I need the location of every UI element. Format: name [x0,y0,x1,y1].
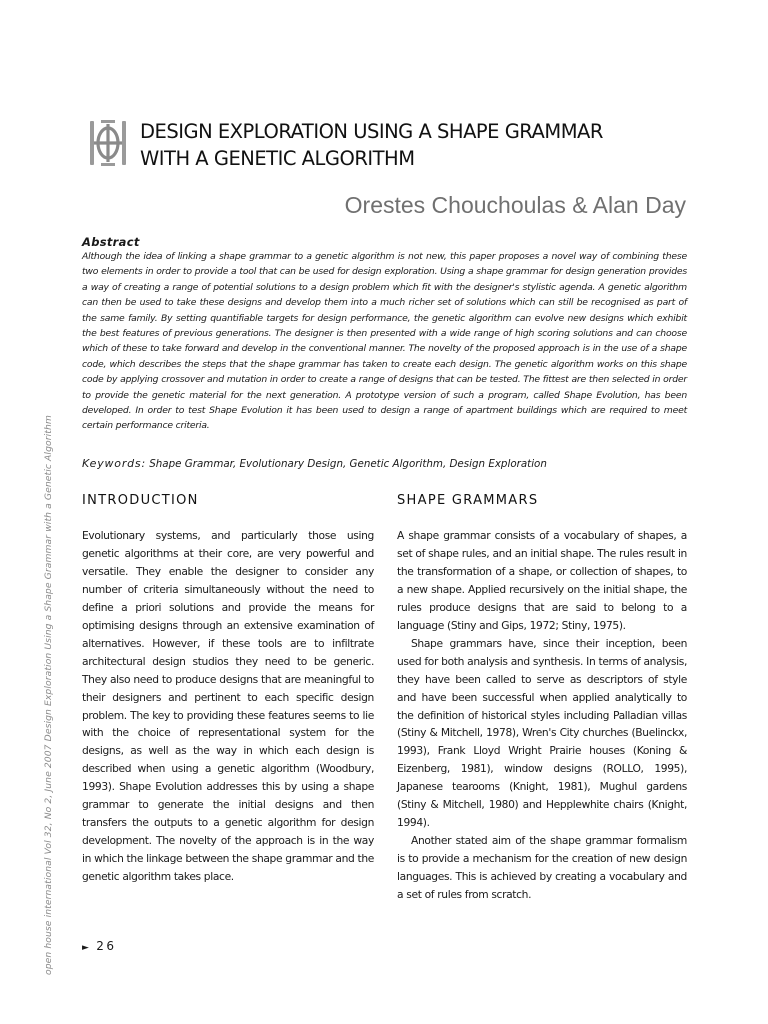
shape-grammars-paragraph: Another stated aim of the shape grammar formalism is to provide a mechanism for the creation of new design languages. This is achieved by creating a vocabulary and a set of rules from scratch. [397,834,687,902]
abstract-text: Although the idea of linking a shape grammar to a genetic algorithm is not new, this paper proposes a novel way of combining these two elements in order to provide a tool that can be used for design exploration. Using a shape grammar for design generation provides a way of creating a range of potential solutions to a design problem which fit with the designer's stylistic agenda. A genetic algorithm can then be used to take these designs and develop them into a much richer set of solutions which can still be recognised as part of the same family. By setting quantifiable targets for design performance, the genetic algorithm can evolve new designs which exhibit the best features of previous generations. The designer is then presented with a wide range of high scoring solutions and can choose which of these to take forward and develop in the conventional manner. The novelty of the proposed approach is in the use of a shape code, which describes the steps that the shape grammar has taken to create each design. The genetic algorithm works on this shape code by applying crossover and mutation in order to create a range of designs that can be tested. The fittest are then selected in order to provide the genetic material for the next generation. A prototype version of such a program, called Shape Evolution, has been developed. In order to test Shape Evolution it has been used to design a range of apartment buildings which are required to meet certain performance criteria. [82,251,687,432]
introduction-paragraph: Evolutionary systems, and particularly those using genetic algorithms at their core, are very powerful and versatile. They enable the designer to consider any number of criteria simultaneously without the need to define a priori solutions and provide the means for optimising designs through an extensive examination of alternatives. However, if these tools are to infiltrate architectural design studios they need to be generic. They also need to produce designs that are meaningful to their designers and pertinent to each specific design problem. The key to providing these features seems to lie with the choice of representational system for the designs, as well as the way in which each design is described when using a genetic algorithm (Woodbury, 1993). Shape Evolution addresses this by using a shape grammar to generate the initial designs and then transfers the outputs to a genetic algorithm for design development. The novelty of the approach is in the way in which the linkage between the shape grammar and the genetic algorithm takes place. [82,529,374,884]
authors: Orestes Chouchoulas & Alan Day [344,192,686,218]
shape-grammars-paragraph: A shape grammar consists of a vocabulary of shapes, a set of shape rules, and an initial shape. The rules result in the transformation of a shape, or collection of shapes, to a new shape. Applied recursively on the initial shape, the rules produce designs that are said to belong to a language (Stiny and Gips, 1972; Stiny, 1975). [397,529,687,632]
page-arrow-icon: ► [82,943,90,953]
keywords-text: Shape Grammar, Evolutionary Design, Genetic Algorithm, Design Exploration [149,458,547,470]
introduction-body [82,527,374,886]
keywords-label: Keywords: [82,457,146,470]
title-line-1: DESIGN EXPLORATION USING A SHAPE GRAMMAR [140,120,603,143]
paper-title [140,118,700,172]
shape-grammars-body [397,527,687,904]
running-sidebar: open house international Vol 32, No 2, June 2007 Design Exploration Using a Shape Grammar with a Genetic Algorithm [43,415,54,975]
introduction-heading: INTRODUCTION [82,493,199,508]
title-line-2: WITH A GENETIC ALGORITHM [140,147,415,170]
keywords [82,457,547,470]
journal-logo-icon [86,118,130,168]
shape-grammars-paragraph: Shape grammars have, since their inception, been used for both analysis and synthesis. In terms of analysis, they have been called to serve as descriptors of style and have been successful when applied analytically to the definition of historical styles including Palladian villas (Stiny & Mitchell, 1978), Wren's City churches (Buelinckx, 1993), Frank Lloyd Wright Prairie houses (Koning & Eizenberg, 1981), window designs (ROLLO, 1995), Japanese tearooms (Knight, 1981), Mughul gardens (Stiny & Mitchell, 1980) and Hepplewhite chairs (Knight, 1994). [397,636,687,830]
shape-grammars-heading: SHAPE GRAMMARS [397,493,539,508]
page-number [82,939,117,953]
abstract-heading: Abstract [82,235,140,249]
page-number-value: 26 [96,939,117,953]
